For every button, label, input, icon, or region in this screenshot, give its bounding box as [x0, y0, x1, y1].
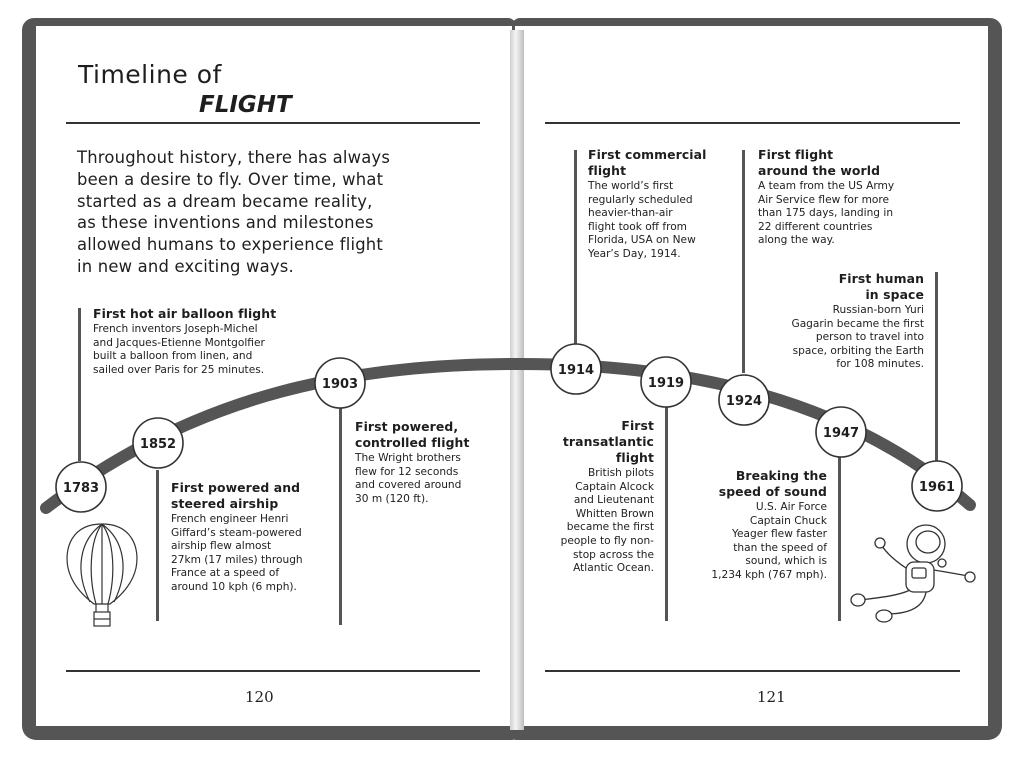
intro-paragraph: Throughout history, there has always been a desire to fly. Over time, what started as a dream became reality, as these inventions and milestones allowed humans to experience flight in new and exciting ways. [77, 148, 391, 276]
year-label: 1914 [557, 363, 595, 378]
year-node-1852 [133, 418, 183, 468]
page-number-right: 121 [757, 688, 786, 706]
year-node-1947 [816, 407, 866, 457]
year-node-1924 [719, 375, 769, 425]
event-body: A team from the US Army Air Service flew for more than 175 days, landing in 22 different countries along the way. [758, 180, 895, 247]
year-label: 1903 [321, 377, 359, 392]
year-label: 1947 [822, 426, 860, 441]
year-label: 1783 [62, 481, 100, 496]
event-heading: First human in space [838, 271, 924, 302]
event-body: British pilots Captain Alcock and Lieutenant Whitten Brown became the first people to fly non- stop across the Atlantic Ocean. [560, 467, 654, 575]
year-node-1961 [912, 461, 962, 511]
year-node-1919 [641, 357, 691, 407]
year-node-1903 [315, 358, 365, 408]
event-body: French engineer Henri Giffard’s steam-powered airship flew almost 27km (17 miles) through France at a speed of around 10 kph (6 mph). [171, 513, 303, 593]
event-body: Russian-born Yuri Gagarin became the first person to travel into space, orbiting the Earth for 108 minutes. [791, 304, 924, 371]
event-body: French inventors Joseph-Michel and Jacques-Etienne Montgolfier built a balloon from linen, and sailed over Paris for 25 minutes. [93, 323, 265, 376]
astronaut-icon [851, 525, 975, 622]
event-heading: Breaking the speed of sound [718, 468, 827, 499]
event-body: The world’s first regularly scheduled heavier-than-air flight took off from Florida, USA on New Year’s Day, 1914. [588, 180, 696, 260]
event-heading: First commercial flight [588, 147, 707, 178]
event-body: U.S. Air Force Captain Chuck Yeager flew faster than the speed of sound, which is 1,234 kph (767 mph). [711, 501, 827, 581]
event-heading: First powered and steered airship [171, 480, 301, 511]
year-label: 1961 [918, 480, 956, 495]
page-title: Timeline of [78, 60, 222, 89]
event-body: The Wright brothers flew for 12 seconds and covered around 30 m (120 ft). [355, 452, 462, 505]
event-heading: First transatlantic flight [562, 418, 654, 465]
year-label: 1852 [139, 437, 177, 452]
page-number-left: 120 [245, 688, 274, 706]
hot-air-balloon-icon [67, 524, 137, 626]
year-label: 1919 [647, 376, 685, 391]
year-node-1914 [551, 344, 601, 394]
event-heading: First powered, controlled flight [355, 419, 470, 450]
page-title-emphasis: FLIGHT [199, 92, 292, 118]
event-heading: First hot air balloon flight [93, 306, 277, 321]
year-node-1783 [56, 462, 106, 512]
event-heading: First flight around the world [758, 147, 881, 178]
year-label: 1924 [725, 394, 763, 409]
